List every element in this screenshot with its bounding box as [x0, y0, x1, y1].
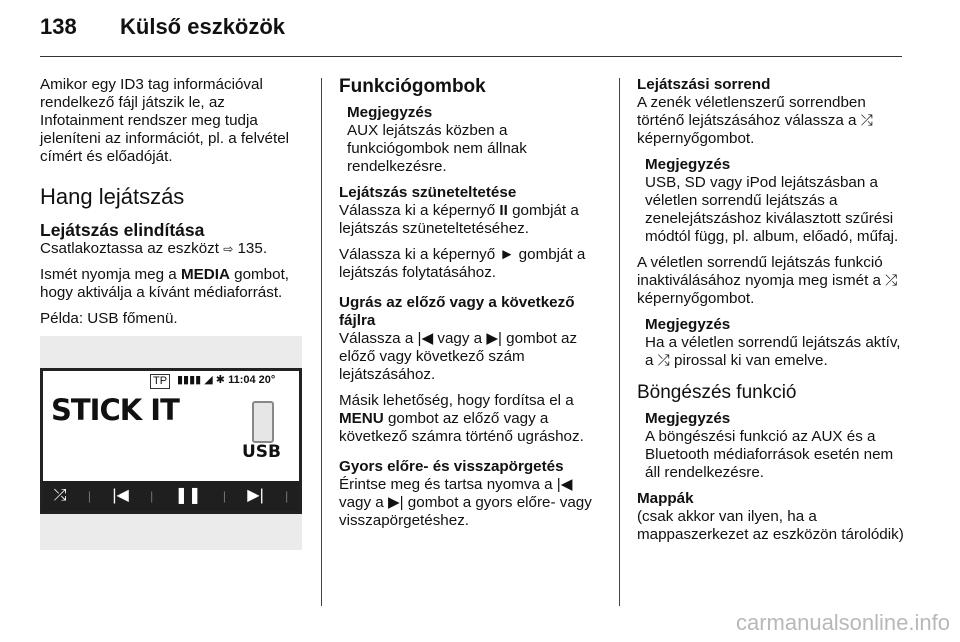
watermark: carmanualsonline.info [735, 610, 950, 635]
battery-signal-bluetooth-icons: ▮▮▮▮ ◢ ✱ [177, 374, 226, 386]
heading-play-order: Lejátszási sorrend [637, 76, 771, 93]
connect-paragraph [40, 240, 306, 258]
control-separator: | [285, 489, 289, 503]
media-paragraph [40, 266, 306, 302]
clock-temperature: 11:04 20° [228, 374, 276, 386]
menu-paragraph [339, 392, 603, 446]
reference-arrow-icon: ⇨ [223, 242, 234, 256]
note-title: Megjegyzés [645, 410, 731, 427]
heading-fast-forward: Gyors előre- és visszapörgetés [339, 458, 564, 475]
pause-text-post: gombját a lejátszás szüneteltetéséhez. [339, 202, 579, 237]
pause-paragraph [339, 202, 603, 238]
note-box [645, 156, 905, 246]
column-divider [321, 78, 322, 606]
menu-button-label: MENU [339, 410, 384, 427]
page-title: Külső eszközök [120, 14, 286, 39]
status-bar [43, 371, 299, 393]
section-heading-browse: Böngészés funkció [637, 382, 797, 403]
column-3 [637, 76, 905, 552]
shuffle-paragraph: A zenék véletlenszerű sorrendben történő lejátszásához válassza a ⤮ képernyőgombot. [637, 94, 873, 147]
heading-pause: Lejátszás szüneteltetése [339, 184, 517, 201]
intro-paragraph: Amikor egy ID3 tag információval rendelkező fájl játszik le, az Infotainment rendszer meg tudja jeleníteni az információt, pl. a felvétel címért és előadóját. [40, 76, 290, 165]
media-text-pre: Ismét nyomja meg a [40, 266, 181, 283]
section-heading-playback: Hang lejátszás [40, 184, 185, 209]
resume-text-post: gombját a lejátszás folytatásához. [339, 246, 586, 281]
playback-controls [43, 481, 299, 511]
note-box [645, 410, 905, 482]
control-separator: | [222, 489, 226, 503]
usb-stick-icon [252, 401, 274, 443]
previous-track-icon[interactable]: |◀ [112, 487, 129, 504]
next-track-icon[interactable]: ▶| [247, 487, 264, 504]
column-divider [619, 78, 620, 606]
page-number: 138 [40, 14, 77, 39]
tp-indicator: TP [150, 374, 170, 389]
column-2 [339, 76, 603, 538]
pause-text-pre: Válassza ki a képernyő [339, 202, 500, 219]
note-box [645, 316, 905, 370]
subheading-start-playback: Lejátszás elindítása [40, 220, 205, 240]
usb-main-menu-screenshot [40, 336, 302, 550]
connect-text: Csatlakoztassa az eszközt [40, 240, 219, 257]
play-icon: ► [499, 246, 515, 263]
note-text: Ha a véletlen sorrendű lejátszás aktív, a ⤮ pirossal ki van emelve. [645, 334, 901, 369]
connect-page-ref[interactable]: 135. [237, 240, 268, 257]
note-text: AUX lejátszás közben a funkciógombok nem állnak rendelkezésre. [347, 122, 527, 175]
status-icons [177, 374, 275, 387]
subheading-function-buttons: Funkciógombok [339, 76, 486, 97]
heading-folders: Mappák [637, 490, 694, 507]
display-screen [40, 368, 302, 514]
heading-skip: Ugrás az előző vagy a következő fájlra [339, 294, 575, 329]
control-separator: | [87, 489, 91, 503]
shuffle-icon[interactable]: ⤮ [53, 487, 67, 504]
media-text-post: gombot, hogy aktiválja a kívánt médiaforrást. [40, 266, 290, 301]
example-caption: Példa: USB főmenü. [40, 310, 178, 327]
note-title: Megjegyzés [347, 104, 433, 121]
note-text: A böngészési funkció az AUX és a Bluetooth médiaforrások esetén nem áll rendelkezésre. [645, 428, 894, 481]
control-separator: | [150, 489, 154, 503]
deactivate-shuffle-paragraph: A véletlen sorrendű lejátszás funkció inaktiválásához nyomja meg ismét a ⤮ képernyőgombot. [637, 254, 898, 307]
skip-paragraph: Válassza a |◀ vagy a ▶| gombot az előző vagy következő szám lejátszásához. [339, 330, 578, 383]
menu-text-pre: Másik lehetőség, hogy fordítsa el a [339, 392, 574, 409]
header-rule [40, 56, 902, 57]
note-title: Megjegyzés [645, 316, 731, 333]
note-box [347, 104, 603, 176]
note-text: USB, SD vagy iPod lejátszásban a véletlen sorrendű lejátszás a zenelejátszáshoz kiválasztott szűrési módtól függ, pl. album, előadó, műfaj. [645, 174, 899, 245]
fast-forward-paragraph: Érintse meg és tartsa nyomva a |◀ vagy a ▶| gombot a gyors előre- vagy visszapörgetéshez. [339, 476, 592, 529]
resume-text-pre: Válassza ki a képernyő [339, 246, 500, 263]
menu-text-post: gombot az előző vagy a következő számra történő ugráshoz. [339, 410, 584, 445]
track-title: STICK IT [51, 393, 179, 427]
page-header [40, 14, 285, 40]
note-title: Megjegyzés [645, 156, 731, 173]
folders-paragraph: (csak akkor van ilyen, ha a mappaszerkezet az eszközön tárolódik) [637, 508, 904, 543]
resume-paragraph [339, 246, 603, 282]
pause-icon: II [499, 202, 508, 219]
pause-icon[interactable]: ❚❚ [174, 487, 202, 504]
media-button-label: MEDIA [180, 266, 230, 283]
column-1 [40, 76, 306, 550]
usb-source-label: USB [242, 442, 282, 462]
